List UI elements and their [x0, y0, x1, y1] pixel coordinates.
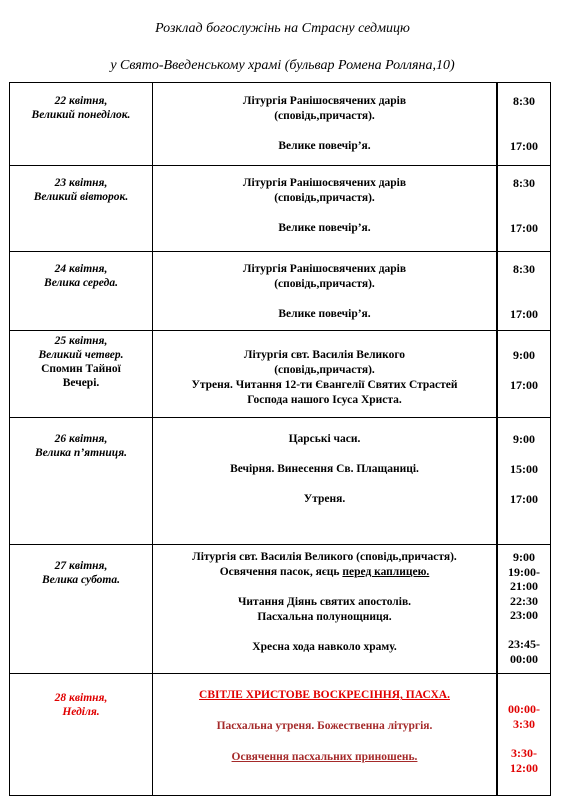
day-date: 23 квітня, — [54, 177, 108, 189]
service-time: 17:00 — [510, 378, 538, 392]
day-date: 26 квітня, — [54, 433, 108, 445]
day-name: Великий четвер. — [38, 349, 124, 361]
table-row — [10, 166, 551, 252]
service-text: Літургія свт. Василія Великого — [243, 349, 406, 361]
service-time: 12:00 — [510, 761, 538, 775]
service-text: Утреня. Читання 12-ти Євангелії Святих Страстей — [191, 379, 458, 391]
service-text: Велике повечір’я. — [278, 140, 371, 152]
table-row — [10, 331, 551, 418]
table-row — [10, 83, 551, 166]
service-text: Утреня. — [303, 493, 346, 505]
service-location: перед каплицею. — [342, 566, 430, 578]
service-text: Літургія свт. Василія Великого (сповідь,причастя). — [192, 551, 457, 563]
service-text: (сповідь,причастя). — [274, 110, 375, 122]
day-date: 25 квітня, — [54, 335, 108, 347]
service-text: Хресна хода навколо храму. — [252, 641, 397, 653]
service-time: 15:00 — [510, 462, 538, 476]
service-text: Освячення пасхальних приношень. — [231, 751, 418, 763]
service-time: 9:00 — [513, 550, 535, 564]
service-text: Велике повечір’я. — [278, 222, 371, 234]
day-name: Велика субота. — [42, 574, 120, 586]
service-time: 21:00 — [510, 579, 538, 594]
service-time: 23:45- — [508, 636, 540, 651]
service-time: 23:00 — [510, 608, 538, 623]
service-text: Пасхальна утреня. Божественна літургія. — [216, 720, 433, 732]
table-row — [10, 252, 551, 331]
service-text: Вечірня. Винесення Св. Плащаниці. — [230, 463, 419, 475]
service-time: 00:00 — [510, 651, 538, 666]
schedule-table — [9, 82, 551, 796]
service-text: (сповідь,причастя). — [274, 364, 375, 376]
day-name: Велика середа. — [44, 277, 118, 289]
service-time: 9:00 — [513, 348, 535, 362]
service-time: 17:00 — [510, 492, 538, 506]
day-date: 24 квітня, — [54, 263, 108, 275]
service-time: 17:00 — [510, 307, 538, 321]
day-date: 28 квітня, — [54, 692, 108, 704]
day-name: Великий вівторок. — [33, 191, 129, 203]
day-note: Спомин Тайної — [41, 363, 121, 375]
table-row — [10, 545, 551, 674]
service-time: 00:00- — [508, 702, 540, 716]
day-name: Великий понеділок. — [31, 109, 131, 121]
service-text: (сповідь,причастя). — [274, 278, 375, 290]
day-name: Велика п’ятниця. — [34, 447, 128, 459]
service-text: Освячення пасок, яєць — [219, 566, 343, 578]
service-time: 3:30- — [511, 746, 537, 760]
service-text: Господа нашого Ісуса Христа. — [247, 394, 402, 406]
service-text: Літургія Ранішосвячених дарів — [242, 95, 407, 107]
service-time: 9:00 — [513, 432, 535, 446]
service-text: (сповідь,причастя). — [274, 192, 375, 204]
service-text: Пасхальна полунощниця. — [257, 611, 392, 623]
service-text: Літургія Ранішосвячених дарів — [242, 177, 407, 189]
service-time: 3:30 — [513, 717, 535, 731]
service-text: Царські часи. — [288, 433, 361, 445]
service-time: 22:30 — [510, 593, 538, 608]
service-text: Літургія Ранішосвячених дарів — [242, 263, 407, 275]
easter-title: СВІТЛЕ ХРИСТОВЕ ВОСКРЕСІННЯ, ПАСХА. — [199, 689, 450, 701]
schedule-title: Розклад богослужінь на Страсну седмицю — [155, 21, 410, 36]
day-note: Вечері. — [62, 377, 100, 389]
service-time: 19:00- — [508, 564, 540, 579]
day-name: Неділя. — [62, 706, 100, 718]
day-date: 27 квітня, — [54, 560, 108, 572]
service-time: 17:00 — [510, 139, 538, 153]
day-date: 22 квітня, — [54, 95, 108, 107]
service-time: 8:30 — [513, 262, 535, 276]
service-text: Велике повечір’я. — [278, 308, 371, 320]
church-address: у Свято-Введенському храмі (бульвар Ромена Ролляна,10) — [110, 58, 455, 73]
service-time: 8:30 — [513, 176, 535, 190]
service-text: Читання Діянь святих апостолів. — [237, 596, 412, 608]
table-row — [10, 418, 551, 545]
service-time: 8:30 — [513, 94, 535, 108]
table-row — [10, 674, 551, 796]
service-time: 17:00 — [510, 221, 538, 235]
